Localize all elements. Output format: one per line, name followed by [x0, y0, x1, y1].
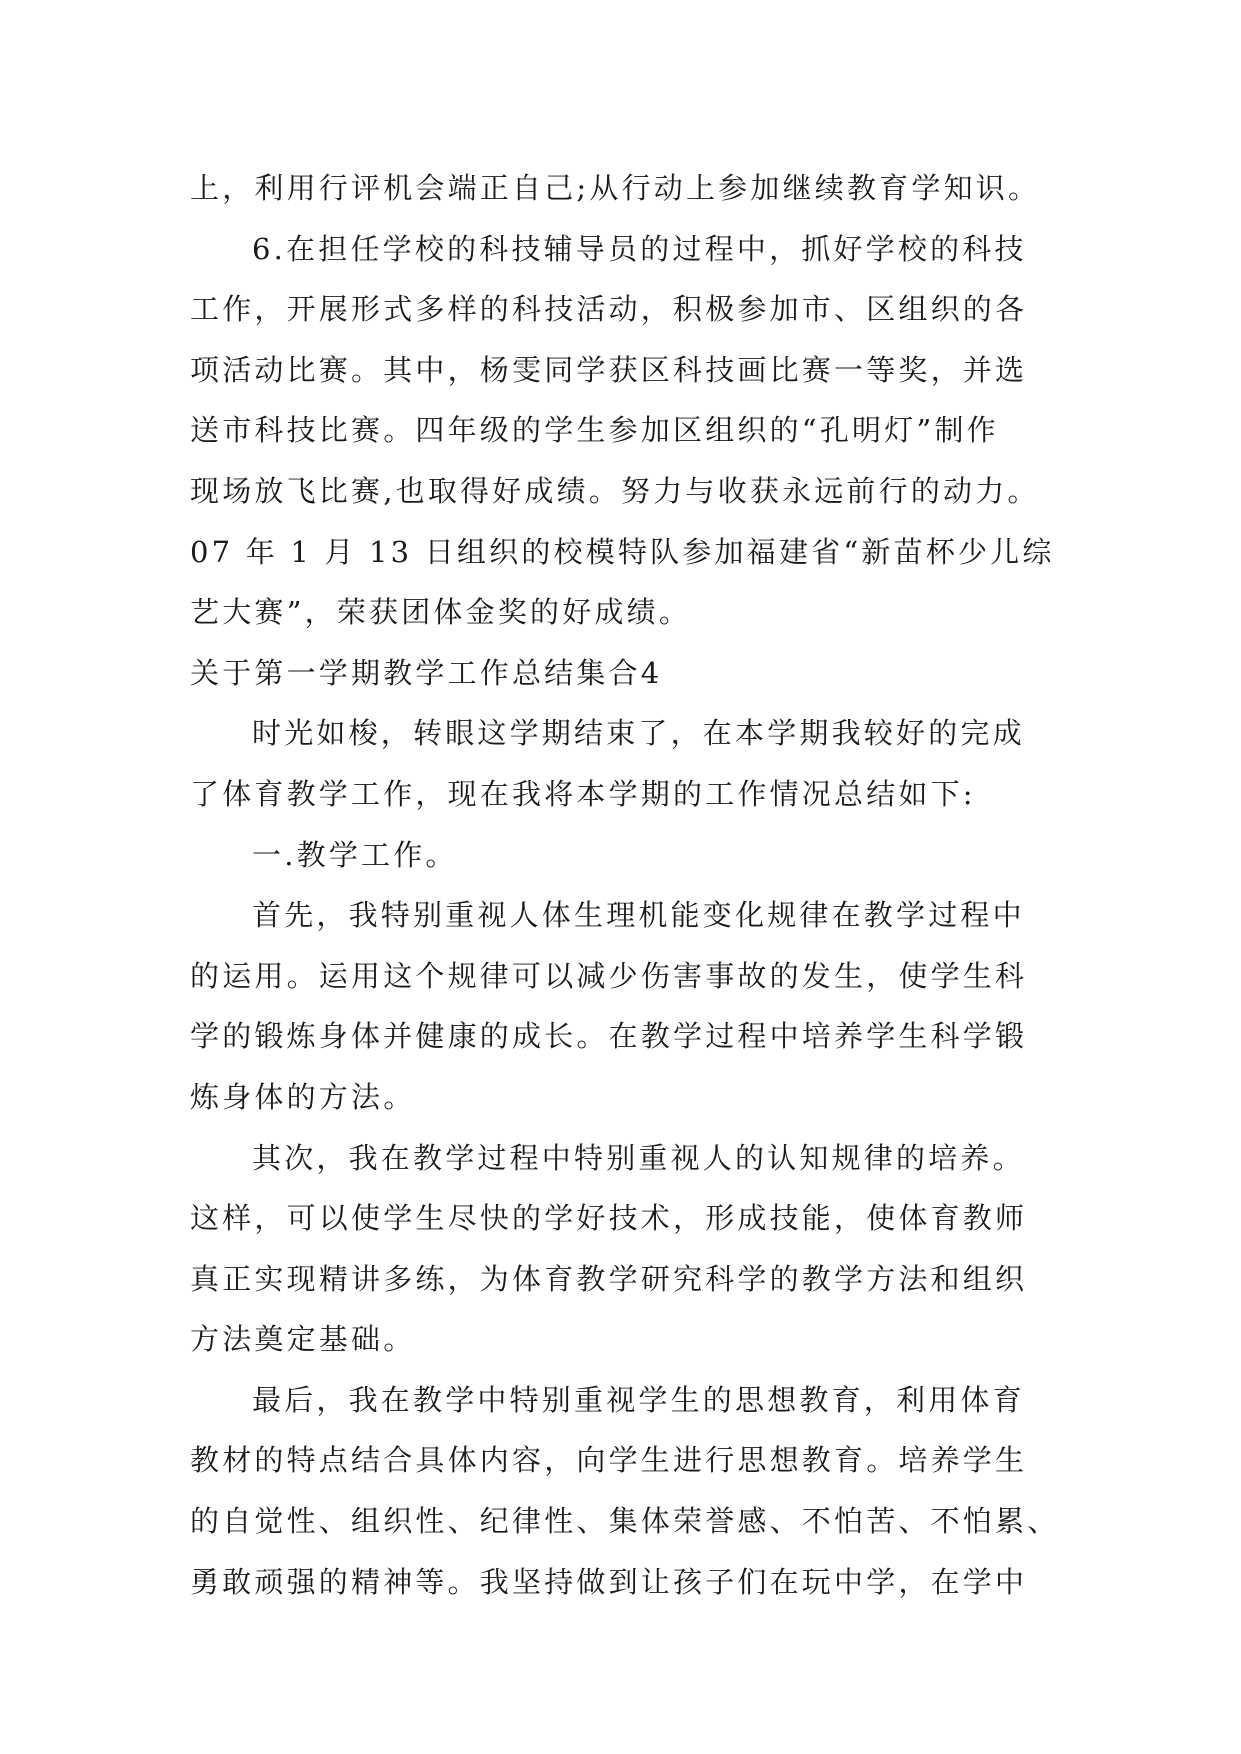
subheading: 一.教学工作。	[252, 837, 458, 872]
text-line: 其次，我在教学过程中特别重视人的认知规律的培养。	[252, 1140, 1025, 1175]
text-line: 炼身体的方法。	[190, 1079, 416, 1114]
section-heading: 关于第一学期教学工作总结集合4	[190, 655, 663, 690]
text-line: 最后，我在教学中特别重视学生的思想教育，利用体育	[252, 1382, 1025, 1417]
text-line: 首先，我特别重视人体生理机能变化规律在教学过程中	[252, 898, 1025, 933]
text-line: 方法奠定基础。	[190, 1322, 416, 1357]
text-line: 的自觉性、组织性、纪律性、集体荣誉感、不怕苦、不怕累、	[190, 1504, 1060, 1539]
text-line: 6.在担任学校的科技辅导员的过程中，抓好学校的科技	[252, 231, 1027, 266]
text-line: 学的锻炼身体并健康的成长。在教学过程中培养学生科学锻	[190, 1019, 1028, 1054]
text-line: 的运用。运用这个规律可以减少伤害事故的发生，使学生科	[190, 958, 1028, 993]
text-line: 艺大赛”，荣获团体金奖的好成绩。	[190, 595, 692, 630]
text-line: 这样，可以使学生尽快的学好技术，形成技能，使体育教师	[190, 1201, 1028, 1236]
text-line: 现场放飞比赛,也取得好成绩。努力与收获永远前行的动力。	[190, 473, 1040, 508]
text-line: 时光如梭，转眼这学期结束了，在本学期我较好的完成	[252, 716, 1025, 751]
text-line: 07 年 1 月 13 日组织的校模特队参加福建省“新苗杯少儿综	[190, 534, 1055, 569]
text-line: 送市科技比赛。四年级的学生参加区组织的“孔明灯”制作	[190, 413, 999, 448]
text-line: 教材的特点结合具体内容，向学生进行思想教育。培养学生	[190, 1443, 1028, 1478]
text-line: 勇敢顽强的精神等。我坚持做到让孩子们在玩中学，在学中	[190, 1564, 1028, 1599]
text-line: 真正实现精讲多练，为体育教学研究科学的教学方法和组织	[190, 1261, 1028, 1296]
text-line: 了体育教学工作，现在我将本学期的工作情况总结如下:	[190, 776, 976, 811]
text-line: 工作，开展形式多样的科技活动，积极参加市、区组织的各	[190, 292, 1028, 327]
document-body	[190, 158, 1060, 1612]
text-line: 上，利用行评机会端正自己;从行动上参加继续教育学知识。	[190, 171, 1041, 205]
text-line: 项活动比赛。其中，杨雯同学获区科技画比赛一等奖，并选	[190, 352, 1028, 387]
